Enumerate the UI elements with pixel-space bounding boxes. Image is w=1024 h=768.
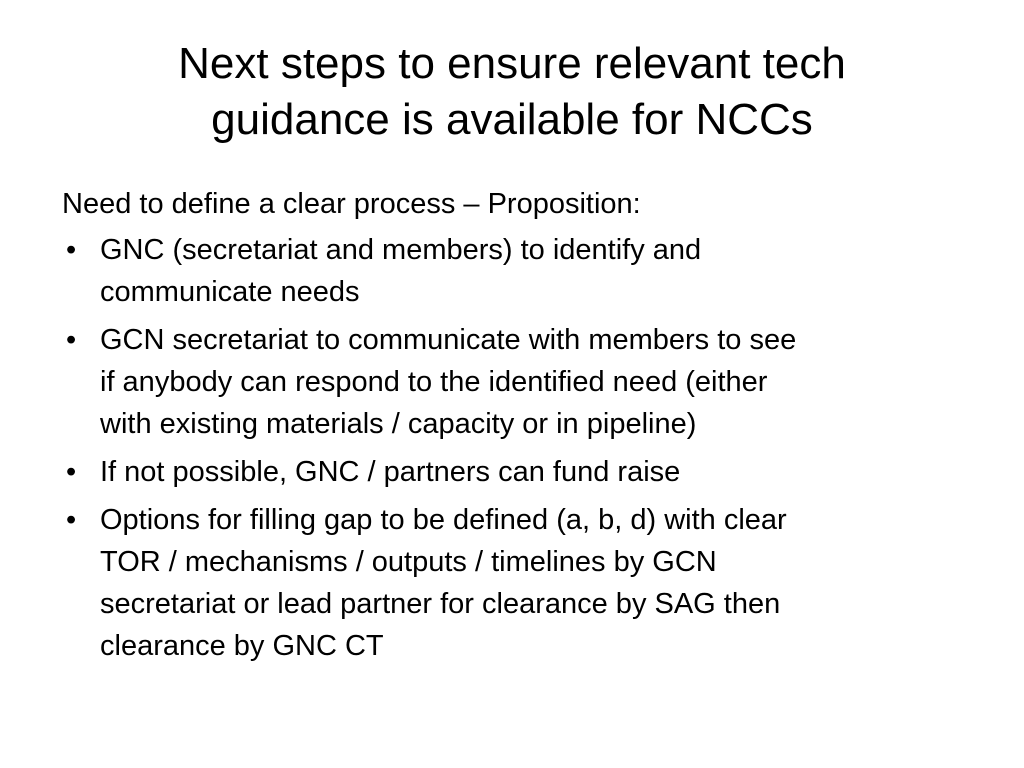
- bullet-item: [62, 319, 962, 445]
- bullet-dot-icon: •: [66, 504, 77, 536]
- slide-body: [62, 183, 962, 673]
- bullet-line: GCN secretariat to communicate with members to see: [100, 324, 797, 356]
- bullet-dot-icon: •: [66, 234, 77, 266]
- lead-text: Need to define a clear process – Proposition:: [62, 188, 641, 220]
- bullet-line: if anybody can respond to the identified need (either: [100, 366, 768, 398]
- bullet-item: [62, 229, 962, 313]
- bullet-list: [62, 229, 962, 667]
- bullet-line: GNC (secretariat and members) to identify and: [100, 234, 702, 266]
- bullet-item: [62, 499, 962, 667]
- bullet-dot-icon: •: [66, 324, 77, 356]
- bullet-line: with existing materials / capacity or in pipeline): [100, 408, 697, 440]
- bullet-line: TOR / mechanisms / outputs / timelines by GCN: [100, 546, 717, 578]
- slide-title: [60, 36, 964, 148]
- bullet-line: If not possible, GNC / partners can fund raise: [100, 456, 681, 488]
- bullet-line: secretariat or lead partner for clearance by SAG then: [100, 588, 781, 620]
- bullet-item: [62, 451, 962, 493]
- bullet-line: communicate needs: [100, 276, 360, 308]
- bullet-line: Options for filling gap to be defined (a, b, d) with clear: [100, 504, 787, 536]
- slide-title-line: Next steps to ensure relevant tech: [178, 39, 846, 88]
- bullet-line: clearance by GNC CT: [100, 630, 384, 662]
- slide-title-line: guidance is available for NCCs: [211, 95, 813, 144]
- bullet-dot-icon: •: [66, 456, 77, 488]
